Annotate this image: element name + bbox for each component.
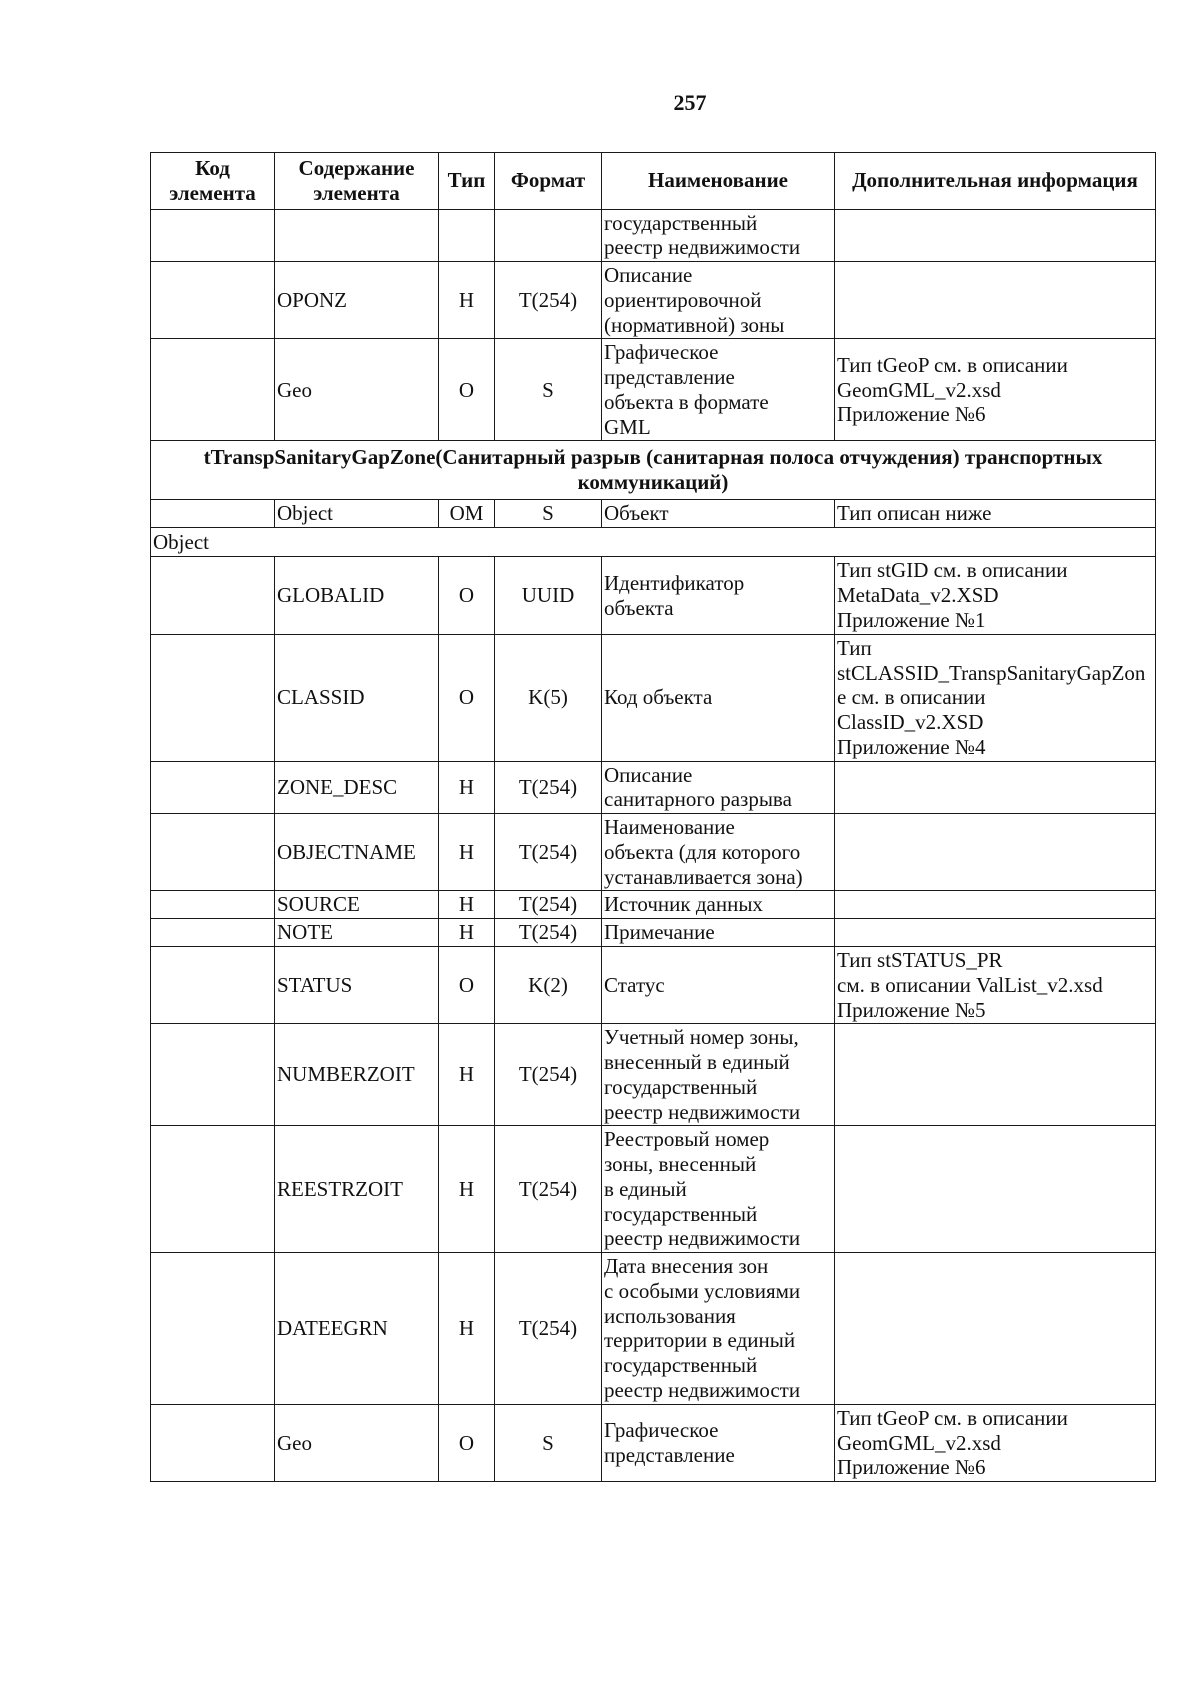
cell-type: Н xyxy=(439,1024,495,1126)
cell-content: SOURCE xyxy=(275,891,439,919)
cell-type: Н xyxy=(439,1253,495,1405)
table-row xyxy=(151,761,1156,814)
cell-code xyxy=(151,1404,275,1481)
cell-format xyxy=(495,209,602,262)
header-content: Содержание элемента xyxy=(275,153,439,210)
cell-code xyxy=(151,1253,275,1405)
cell-info: Тип stCLASSID_TranspSanitaryGapZone см. в описании ClassID_v2.XSD Приложение №4 xyxy=(835,634,1156,761)
cell-info: Тип stGID см. в описании MetaData_v2.XSD Приложение №1 xyxy=(835,557,1156,634)
cell-format: T(254) xyxy=(495,814,602,891)
cell-code xyxy=(151,814,275,891)
cell-type: Н xyxy=(439,1126,495,1253)
cell-code xyxy=(151,891,275,919)
cell-content: REESTRZOIT xyxy=(275,1126,439,1253)
cell-content: OBJECTNAME xyxy=(275,814,439,891)
cell-info xyxy=(835,1126,1156,1253)
cell-format: T(254) xyxy=(495,1126,602,1253)
object-name: Объект xyxy=(602,499,835,527)
cell-content xyxy=(275,209,439,262)
cell-code xyxy=(151,339,275,441)
cell-info: Тип tGeoP см. в описании GeomGML_v2.xsd Приложение №6 xyxy=(835,339,1156,441)
cell-type: О xyxy=(439,634,495,761)
cell-content: Geo xyxy=(275,1404,439,1481)
header-type: Тип xyxy=(439,153,495,210)
object-rows xyxy=(151,557,1156,1482)
cell-type: Н xyxy=(439,814,495,891)
section-title: tTranspSanitaryGapZone(Санитарный разрыв (санитарная полоса отчуждения) транспортных коммуникаций) xyxy=(151,441,1156,500)
section-block xyxy=(151,441,1156,557)
cell-info xyxy=(835,919,1156,947)
cell-content: CLASSID xyxy=(275,634,439,761)
cell-info: Тип tGeoP см. в описании GeomGML_v2.xsd Приложение №6 xyxy=(835,1404,1156,1481)
cell-content: DATEEGRN xyxy=(275,1253,439,1405)
cell-format: T(254) xyxy=(495,262,602,339)
table-row xyxy=(151,634,1156,761)
cell-format: T(254) xyxy=(495,1024,602,1126)
table-row xyxy=(151,891,1156,919)
table-row xyxy=(151,209,1156,262)
cell-name: государственный реестр недвижимости xyxy=(602,209,835,262)
cell-code xyxy=(151,262,275,339)
table-header-row xyxy=(151,153,1156,210)
cell-name: Источник данных xyxy=(602,891,835,919)
cell-info xyxy=(835,209,1156,262)
cell-type: Н xyxy=(439,761,495,814)
cell-code xyxy=(151,1126,275,1253)
cell-type xyxy=(439,209,495,262)
cell-format: K(5) xyxy=(495,634,602,761)
cell-content: ZONE_DESC xyxy=(275,761,439,814)
object-row xyxy=(151,499,1156,527)
cell-format: S xyxy=(495,1404,602,1481)
cell-info xyxy=(835,1024,1156,1126)
cell-code xyxy=(151,1024,275,1126)
cell-code xyxy=(151,919,275,947)
cell-name: Наименование объекта (для которого устанавливается зона) xyxy=(602,814,835,891)
cell-type: Н xyxy=(439,919,495,947)
cell-name: Код объекта xyxy=(602,634,835,761)
cell-content: Geo xyxy=(275,339,439,441)
object-type: ОМ xyxy=(439,499,495,527)
table-row xyxy=(151,339,1156,441)
cell-code xyxy=(151,634,275,761)
cell-type: О xyxy=(439,557,495,634)
table-row xyxy=(151,919,1156,947)
cell-info xyxy=(835,814,1156,891)
cell-name: Учетный номер зоны, внесенный в единый государственный реестр недвижимости xyxy=(602,1024,835,1126)
cell-content: OPONZ xyxy=(275,262,439,339)
cell-name: Описание санитарного разрыва xyxy=(602,761,835,814)
table-row xyxy=(151,262,1156,339)
element-spec-table xyxy=(150,152,1156,1482)
table-row xyxy=(151,1253,1156,1405)
header-name: Наименование xyxy=(602,153,835,210)
cell-name: Графическое представление xyxy=(602,1404,835,1481)
cell-info xyxy=(835,761,1156,814)
cell-code xyxy=(151,209,275,262)
cell-name: Дата внесения зон с особыми условиями использования территории в единый государственный реестр недвижимости xyxy=(602,1253,835,1405)
cell-format: T(254) xyxy=(495,1253,602,1405)
table-row xyxy=(151,1126,1156,1253)
table-row xyxy=(151,946,1156,1023)
cell-code xyxy=(151,946,275,1023)
table-row xyxy=(151,814,1156,891)
cell-name: Идентификатор объекта xyxy=(602,557,835,634)
section-title-row xyxy=(151,441,1156,500)
object-format: S xyxy=(495,499,602,527)
cell-info: Тип stSTATUS_PR см. в описании ValList_v2.xsd Приложение №5 xyxy=(835,946,1156,1023)
cell-format: T(254) xyxy=(495,891,602,919)
object-info: Тип описан ниже xyxy=(835,499,1156,527)
object-code xyxy=(151,499,275,527)
cell-info xyxy=(835,262,1156,339)
table-row xyxy=(151,1024,1156,1126)
cell-name: Реестровый номер зоны, внесенный в единый государственный реестр недвижимости xyxy=(602,1126,835,1253)
cell-info xyxy=(835,1253,1156,1405)
cell-format: S xyxy=(495,339,602,441)
header-format: Формат xyxy=(495,153,602,210)
cell-name: Статус xyxy=(602,946,835,1023)
group-label: Object xyxy=(151,527,1156,557)
group-row xyxy=(151,527,1156,557)
cell-format: T(254) xyxy=(495,919,602,947)
cell-type: О xyxy=(439,339,495,441)
cell-code xyxy=(151,557,275,634)
header-code: Код элемента xyxy=(151,153,275,210)
header-info: Дополнительная информация xyxy=(835,153,1156,210)
cell-format: UUID xyxy=(495,557,602,634)
page-number: 257 xyxy=(673,90,707,115)
cell-format: K(2) xyxy=(495,946,602,1023)
cell-code xyxy=(151,761,275,814)
cell-type: Н xyxy=(439,891,495,919)
cell-type: О xyxy=(439,946,495,1023)
cell-content: NUMBERZOIT xyxy=(275,1024,439,1126)
object-field: Object xyxy=(275,499,439,527)
cell-name: Описание ориентировочной (нормативной) зоны xyxy=(602,262,835,339)
table-row xyxy=(151,1404,1156,1481)
table-row xyxy=(151,557,1156,634)
top-rows xyxy=(151,209,1156,441)
cell-type: Н xyxy=(439,262,495,339)
cell-content: GLOBALID xyxy=(275,557,439,634)
cell-content: NOTE xyxy=(275,919,439,947)
cell-name: Графическое представление объекта в формате GML xyxy=(602,339,835,441)
cell-format: T(254) xyxy=(495,761,602,814)
cell-type: О xyxy=(439,1404,495,1481)
cell-name: Примечание xyxy=(602,919,835,947)
cell-info xyxy=(835,891,1156,919)
cell-content: STATUS xyxy=(275,946,439,1023)
